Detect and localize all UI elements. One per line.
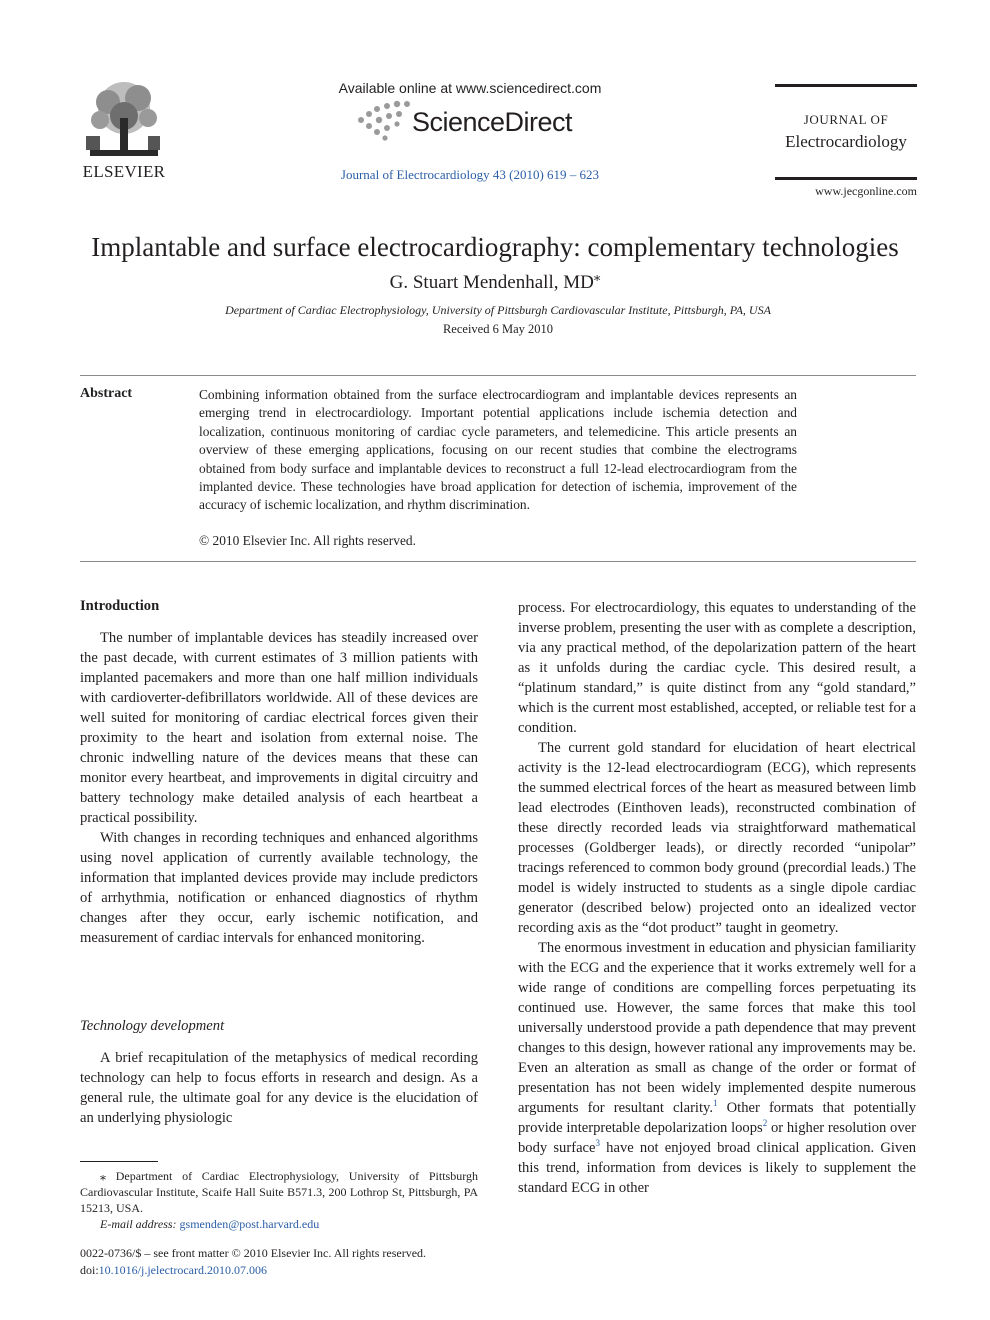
right-paragraph-2: The current gold standard for elucidation of heart electrical activity is the 12-lead electrocardiogram (ECG), which represents the summed electrical forces of the heart as measured between limb lead electrodes (Einthoven leads), reconstructed combination of these directly recorded leads via straightforward mathematical processes (Goldberger leads), or directly recorded “unipolar” tracings referenced to common body ground (precordial leads.) The model is widely instructed to students as a single dipole cardiac generator (described below) projected onto an idealized vector recording axis as the “dot product” taught in geometry. bbox=[518, 740, 916, 936]
left-column-intro bbox=[80, 628, 478, 948]
journal-name-line1: JOURNAL OF bbox=[803, 112, 889, 127]
author-line bbox=[40, 268, 950, 294]
reference-1-link[interactable]: 1 bbox=[713, 1098, 718, 1109]
issn-line: 0022-0736/$ – see front matter © 2010 Elsevier Inc. All rights reserved. bbox=[80, 1246, 427, 1260]
affiliation: Department of Cardiac Electrophysiology, University of Pittsburgh Cardiovascular Institute, Pittsburgh, PA, USA bbox=[225, 303, 771, 317]
available-online-text: Available online at www.sciencedirect.com bbox=[338, 80, 602, 96]
right-paragraph-3 bbox=[518, 938, 916, 1198]
doi-link[interactable]: 10.1016/j.jelectrocard.2010.07.006 bbox=[98, 1263, 267, 1277]
footnote-mark: ⁎ bbox=[100, 1169, 106, 1183]
elsevier-wordmark: ELSEVIER bbox=[82, 162, 166, 181]
received-date: Received 6 May 2010 bbox=[442, 322, 554, 336]
author-name: G. Stuart Mendenhall, MD bbox=[389, 272, 594, 293]
email-label: E-mail address: bbox=[100, 1217, 180, 1231]
right-paragraph-3-part-d: have not enjoyed broad clinical application. Given this trend, information from devices is likely to supplement the standard ECG in other bbox=[518, 1140, 916, 1196]
reference-3-link[interactable]: 3 bbox=[595, 1138, 600, 1149]
footnote-rule bbox=[80, 1161, 158, 1162]
abstract-text: Combining information obtained from the surface electrocardiogram and implantable devices represents an emerging trend in electrocardiology. Important potential applications include ischemia detection and localization, continuous monitoring of cardiac cycle parameters, and telemedicine. This article presents an overview of these emerging applications, focusing on our recent studies that combine the electrograms obtained from body surface and implantable devices to reconstruct a full 12-lead electrocardiogram from the implanted device. These technologies have broad application for detection of ischemia, improvement of the accuracy of ischemic localization, and rhythm discrimination. bbox=[199, 387, 797, 513]
journal-box-top-rule bbox=[775, 84, 917, 87]
abstract-copyright: © 2010 Elsevier Inc. All rights reserved. bbox=[199, 533, 416, 548]
sciencedirect-wordmark: ScienceDirect bbox=[412, 107, 573, 137]
right-paragraph-1: process. For electrocardiology, this equates to understanding of the inverse problem, presenting the user with as complete a description, via any practical method, of the depolarization pattern of the heart as it unfolds during the cardiac cycle. This desired result, a “platinum standard,” is quite distinct from any “gold standard,” which is the current most established, accepted, or reliable test for a condition. bbox=[518, 600, 916, 736]
reference-2-link[interactable]: 2 bbox=[762, 1118, 768, 1129]
introduction-heading: Introduction bbox=[80, 598, 160, 614]
issn-block bbox=[80, 1245, 500, 1279]
journal-box-bottom-rule bbox=[775, 177, 917, 180]
technology-development-heading: Technology development bbox=[80, 1018, 225, 1034]
intro-paragraph-2: With changes in recording techniques and enhanced algorithms using novel application of currently available technology, the information that implanted devices provide may include predictors of arrhythmia, notification or enhanced diagnostics of rhythm changes after they occur, early ischemic notification, and measurement of cardiac intervals for enhanced monitoring. bbox=[80, 830, 478, 946]
journal-name-line2: Electrocardiology bbox=[785, 132, 907, 151]
abstract-top-rule bbox=[80, 375, 916, 376]
abstract-bottom-rule bbox=[80, 561, 916, 562]
email-link[interactable]: gsmenden@post.harvard.edu bbox=[179, 1217, 320, 1231]
article-title: Implantable and surface electrocardiography: complementary technologies bbox=[91, 232, 899, 262]
journal-citation-link[interactable]: Journal of Electrocardiology 43 (2010) 619 – 623 bbox=[340, 167, 600, 182]
right-paragraph-3-part-b: Other formats that potentially provide interpretable depolarization loops bbox=[518, 1100, 917, 1136]
doi-label: doi: bbox=[80, 1263, 99, 1277]
author-footnote-mark[interactable]: ⁎ bbox=[593, 268, 601, 284]
right-paragraph-3-part-c: or higher resolution over body surface bbox=[518, 1120, 916, 1156]
footnote-text: Department of Cardiac Electrophysiology, University of Pittsburgh Cardiovascular Institute, Scaife Hall Suite B571.3, 200 Lothrop St, Pittsburgh, PA 15213, USA. bbox=[80, 1169, 478, 1215]
abstract-heading: Abstract bbox=[80, 386, 133, 401]
journal-url-link[interactable]: www.jecgonline.com bbox=[815, 184, 917, 198]
right-paragraph-3-part-a: The enormous investment in education and physician familiarity with the ECG and the experience that it works extremely well for a wide range of conditions are compelling forces perpetuating its continued use. However, the same forces that make this tool universally understood provide a path dependence that may prevent changes to this design, however rational any improvements may be. Even an alteration as small as change of the order or format of presentation has not been widely implemented despite numerous arguments for resultant clarity. bbox=[518, 940, 916, 1116]
tech-paragraph-1: A brief recapitulation of the metaphysics of medical recording technology can help to focus efforts in research and design. As a general rule, the ultimate goal for any device is the elucidation of an underlying physiologic bbox=[80, 1050, 478, 1126]
intro-paragraph-1: The number of implantable devices has steadily increased over the past decade, with current estimates of 3 million patients with implanted pacemakers and more than one half million individuals with cardioverter-defibrillators worldwide. All of these devices are well suited for monitoring of cardiac electrical forces given their proximity to the heart and isolation from external noise. The chronic indwelling nature of the devices means that these can monitor every heartbeat, and improvements in digital circuitry and battery technology make detailed analysis of each heartbeat a practical possibility. bbox=[80, 630, 478, 826]
left-column-tech bbox=[80, 1048, 478, 1128]
right-column bbox=[518, 598, 916, 1198]
author-footnote bbox=[80, 1168, 478, 1232]
